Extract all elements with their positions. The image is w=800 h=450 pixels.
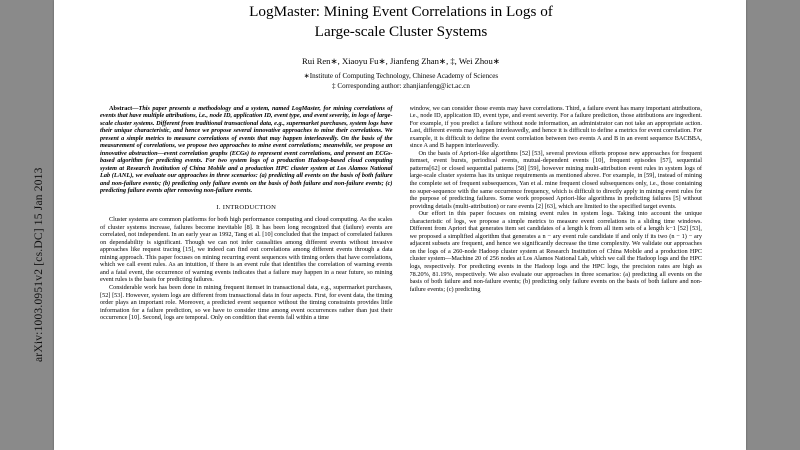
paragraph: On the basis of Apriori-like algorithms [52] [53], several previous efforts propose new approaches for frequent itemset, event bursts, periodical events, mutual-dependent events [10], frequent episodes [57], sequential patterns[62] or closed sequential patterns [58] [59], however mining multi-attribution event rules in system logs of large-scale cluster systems has its unique requirements as mentioned above. For example, in [59], instead of mining the complete set of frequent subsequences, Yan et al. mine frequent closed subsequences only, i.e., those containing no super-sequence with the same occurrence frequency, which is difficult to directly apply in mining event rules for the purpose of predicting failures. Some work proposed Apriori-like algorithms in predicting failures [5] without providing details (multi-attribution) or rare events [2] [63], which are limited to the specified target events. xyxy=(409,149,702,210)
abstract-block xyxy=(100,105,393,195)
abstract-label: Abstract— xyxy=(109,104,139,112)
paragraph: Our effort in this paper focuses on mining event rules in system logs. Taking into account the unique characteristic of logs, we propose a simple metrics to measure event correlations in a sliding time windows. Different from Apriori that generates item set candidates of a length k from all item sets of a length k−1 [52] [53], we proposed a simplified algorithm that generates a n − ary event rule candidate if and only if its two (n − 1) − ary adjacent subsets are frequent, and hence we significantly decrease the time complexity. We validate our approaches on the logs of a 260-node Hadoop cluster system at Research Institution of China Mobile and a production HPC cluster system—Machine 20 of 256 nodes at Los Alamos National Lab, which we call the Hadoop logs and the HPC logs, respectively. For predicting events in the Hadoop logs and the HPC logs, the precision rates are high as 78.20%, 81.19%, respectively. We also evaluate our approaches in three scenarios: (a) predicting all events on the basis of both failure and non-failure events; (b) predicting only failure events on the basis of both failure and non-failure events; (c) predicting xyxy=(409,210,702,293)
paragraph: Cluster systems are common platforms for both high performance computing and cloud computing. As the scales of cluster systems increase, failures become inevitable [8]. It has been long recognized that (failure) events are correlated, not independent. In an early year as 1992, Tang et al. [10] concluded that the impact of correlated failures on dependability is significant. Though we can not infer causalities among different events without invasive approaches like request tracing [15], we indeed can find out correlations among different events through a data mining approach. This paper focuses on mining recurring event sequences with timing orders that have correlations, which we call event rules. As an intuition, if there is an event rule that identifies the correlation of warning events and a fatal event, the occurrence of warning events indicates that a failure may happen in a near future, so mining event rules is the basis for predicting failures. xyxy=(100,216,393,284)
abstract-text: This paper presents a methodology and a system, named LogMaster, for mining correlations of events that have multiple attributions, i.e., node ID, application ID, event type, and event severity, in logs of large-scale cluster systems. Different from traditional transactional data, e.g., supermarket purchases, system logs have their unique characteristic, and hence we propose several innovative approaches to mine their correlations. We present a simple metrics to measure correlations of events that may happen interleavedly. On the basis of the measurement of correlations, we propose two approaches to mine event correlations; meanwhile, we propose an innovative abstraction—event correlation graphs (ECGs) to represent event correlations, and present an ECGs-based algorithm for predicting events. For two system logs of a production Hadoop-based cloud computing system at Research Institution of China Mobile and a production HPC cluster system at Los Alamos National Lab (LANL), we evaluate our approaches in three scenarios: (a) predicting all events on the basis of both failure and non-failure events; (b) predicting only failure events on the basis of both failure and non-failure events; (c) predicting failure events after removing non-failure events. xyxy=(100,104,393,194)
page-title xyxy=(100,0,702,42)
author-list: Rui Ren∗, Xiaoyu Fu∗, Jianfeng Zhan∗, ‡, Wei Zhou∗ xyxy=(302,56,500,66)
title-line-2: Large-scale Cluster Systems xyxy=(314,23,488,40)
arxiv-identifier-stamp: arXiv:1003.0951v2 [cs.DC] 15 Jan 2013 xyxy=(33,167,45,362)
section-heading-introduction: I. INTRODUCTION xyxy=(216,203,277,211)
affiliation-line-1: ∗Institute of Computing Technology, Chinese Academy of Sciences xyxy=(303,71,499,80)
paragraph: Considerable work has been done in mining frequent itemset in transactional data, e.g., supermarket purchases, [52] [53]. However, system logs are different from transactional data in four aspects. First, for event data, the timing order plays an important role. Moreover, a predicted event sequence without the timing constraints provides little information for a failure prediction, so we have to consider time among event occurrences rather than just their occurrence [10]. Second, logs are temporal. Only on condition that events fall within a time xyxy=(100,283,393,322)
column-right xyxy=(410,105,703,450)
affiliation-block xyxy=(100,71,702,91)
title-line-1: LogMaster: Mining Event Correlations in Logs of xyxy=(249,3,553,20)
body-columns xyxy=(100,105,702,450)
paper-page xyxy=(54,0,746,450)
affiliation-line-2: ‡ Corresponding author: zhanjianfeng@ict.ac.cn xyxy=(332,81,470,90)
paragraph: window, we can consider those events may have correlations. Third, a failure event has many important attributions, i.e., node ID, application ID, event type, and event severity. For a failure prediction, those attributions are ingredient. For example, if you predict a failure without node information, an administrator can not take an appropriate action. Last, different events may happen interleavedly, and hence it is difficult to define a metrics for event correlation. For example, it is difficult to define the event correlation between two events A and B in an event sequence BACBBA, since A and B happen interleavedly. xyxy=(409,104,702,150)
column-left xyxy=(100,105,393,450)
